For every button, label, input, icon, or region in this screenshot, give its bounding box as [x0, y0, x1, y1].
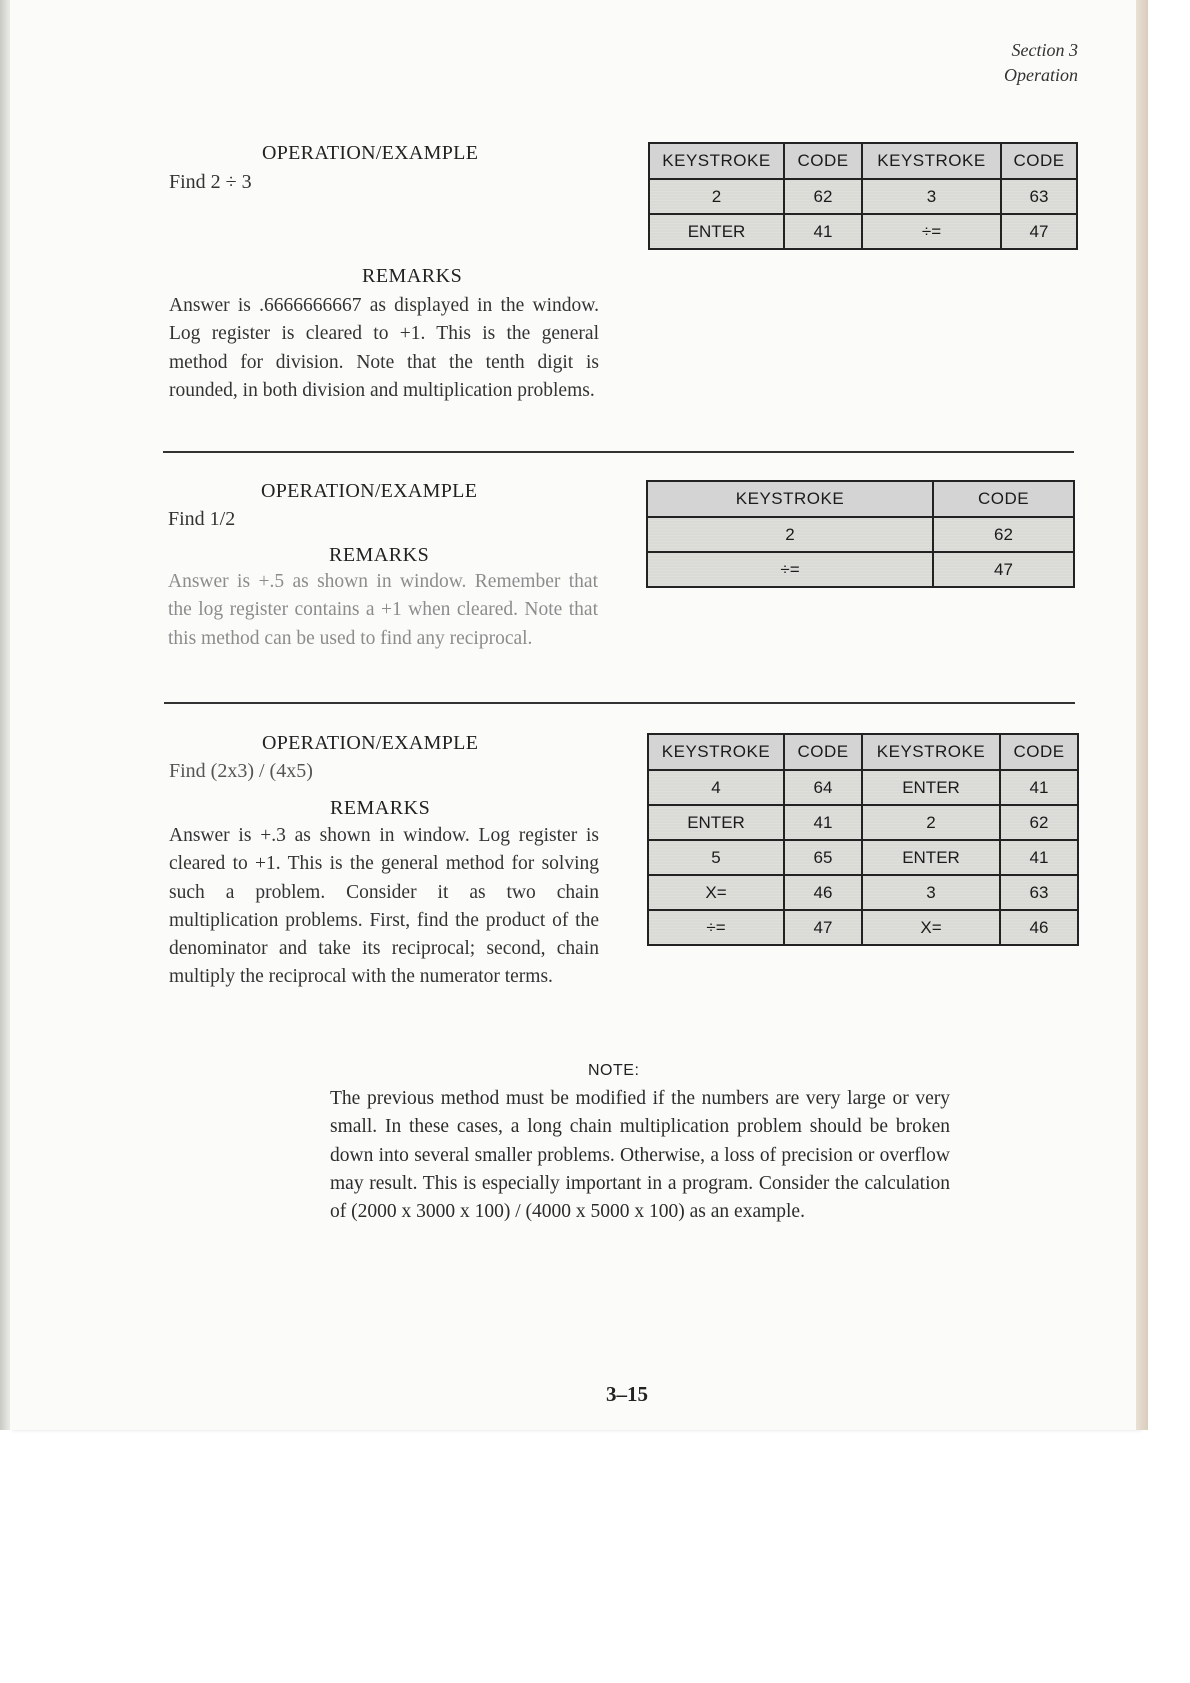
table-row: [648, 910, 1078, 945]
remarks-heading: REMARKS: [362, 265, 463, 287]
table-row: [647, 517, 1074, 552]
table-cell: X=: [648, 875, 784, 910]
section-label: Section 3: [1011, 40, 1078, 60]
table-row: [649, 214, 1077, 249]
find-expression: Find (2x3) / (4x5): [169, 760, 313, 782]
table-row: [648, 805, 1078, 840]
table-cell: 46: [1000, 910, 1078, 945]
table-cell: ENTER: [862, 770, 1000, 805]
operation-heading: OPERATION/EXAMPLE: [261, 480, 478, 502]
page-edge-left: [0, 0, 10, 1430]
table-cell: 62: [1000, 805, 1078, 840]
table-cell: 2: [647, 517, 933, 552]
table-cell: ENTER: [649, 214, 784, 249]
table-cell: 47: [1001, 214, 1077, 249]
table-header-row: [649, 143, 1077, 179]
column-header: KEYSTROKE: [649, 143, 784, 179]
table-cell: 41: [784, 214, 862, 249]
note-label: NOTE:: [588, 1062, 640, 1079]
table-cell: ÷=: [862, 214, 1001, 249]
column-header: KEYSTROKE: [647, 481, 933, 517]
table-cell: 47: [933, 552, 1074, 587]
remarks-heading: REMARKS: [330, 797, 431, 819]
column-header: KEYSTROKE: [862, 143, 1001, 179]
column-header: CODE: [933, 481, 1074, 517]
page-edge-right: [1136, 0, 1148, 1430]
column-header: CODE: [1001, 143, 1077, 179]
table-cell: 62: [933, 517, 1074, 552]
table-cell: 41: [784, 805, 862, 840]
table-cell: 2: [649, 179, 784, 214]
column-header: KEYSTROKE: [862, 734, 1000, 770]
column-header: CODE: [784, 143, 862, 179]
section-divider: [164, 702, 1075, 704]
table-cell: 63: [1001, 179, 1077, 214]
remarks-heading: REMARKS: [329, 544, 430, 566]
section-title: Operation: [1004, 65, 1078, 85]
table-header-row: [648, 734, 1078, 770]
find-expression: Find 2 ÷ 3: [169, 171, 252, 193]
table-cell: 41: [1000, 840, 1078, 875]
table-cell: 62: [784, 179, 862, 214]
table-row: [649, 179, 1077, 214]
operation-heading: OPERATION/EXAMPLE: [262, 142, 479, 164]
table-cell: 64: [784, 770, 862, 805]
column-header: KEYSTROKE: [648, 734, 784, 770]
table-cell: ÷=: [647, 552, 933, 587]
table-row: [648, 875, 1078, 910]
keystroke-table: [647, 733, 1079, 946]
keystroke-table: [648, 142, 1078, 250]
remarks-text: Answer is +.5 as shown in window. Remember that the log register contains a +1 when cleared. Note that this method can be used to find any reciprocal.: [168, 571, 598, 649]
table-header-row: [647, 481, 1074, 517]
table-cell: ENTER: [862, 840, 1000, 875]
table-cell: 4: [648, 770, 784, 805]
table-cell: 65: [784, 840, 862, 875]
table-cell: 3: [862, 179, 1001, 214]
table-cell: 46: [784, 875, 862, 910]
note-text: The previous method must be modified if the numbers are very large or very small. In these cases, a long chain multiplication problem should be broken down into several smaller problems. Otherwise, a loss of precision or overflow may result. This is especially important in a program. Consider the calculation of (2000 x 3000 x 100) / (4000 x 5000 x 100) as an example.: [330, 1088, 950, 1223]
table-cell: ENTER: [648, 805, 784, 840]
table-row: [648, 770, 1078, 805]
table-cell: X=: [862, 910, 1000, 945]
table-row: [647, 552, 1074, 587]
section-divider: [163, 451, 1074, 453]
keystroke-table: [646, 480, 1075, 588]
operation-heading: OPERATION/EXAMPLE: [262, 732, 479, 754]
table-cell: 41: [1000, 770, 1078, 805]
table-cell: ÷=: [648, 910, 784, 945]
table-row: [648, 840, 1078, 875]
table-cell: 5: [648, 840, 784, 875]
page-number: 3–15: [606, 1382, 648, 1406]
table-cell: 47: [784, 910, 862, 945]
section-header: [1004, 38, 1078, 88]
table-cell: 3: [862, 875, 1000, 910]
table-cell: 2: [862, 805, 1000, 840]
remarks-text: Answer is +.3 as shown in window. Log register is cleared to +1. This is the general method for solving such a problem. Consider it as two chain multiplication problems. First, find the product of the denominator and take its reciprocal; second, chain multiply the reciprocal with the numerator terms.: [169, 825, 599, 988]
table-cell: 63: [1000, 875, 1078, 910]
remarks-text: Answer is .6666666667 as displayed in the window. Log register is cleared to +1. This is the general method for division. Note that the tenth digit is rounded, in both division and multiplication problems.: [169, 295, 599, 401]
find-expression: Find 1/2: [168, 508, 236, 530]
column-header: CODE: [784, 734, 862, 770]
column-header: CODE: [1000, 734, 1078, 770]
